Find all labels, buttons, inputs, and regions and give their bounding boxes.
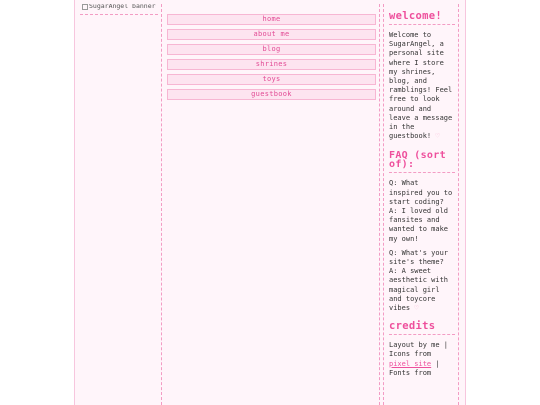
heart-icon: ♡ [414,304,419,313]
credits-text-1: Layout by me | Icons from [389,341,449,359]
credits-heading: credits [389,320,436,333]
faq-question-2 [389,249,455,313]
nav-item-blog[interactable]: blog [167,44,376,55]
navigation-column [161,4,380,405]
faq-q2-text: Q: What's your site's theme? [389,248,449,267]
banner-alt-text: SugarAngel banner [89,4,156,10]
faq-a1-text: A: I loved old fansites and wanted to make my own! [389,207,449,243]
credits-text-2: | Fonts from [389,359,440,377]
faq-q1-text: Q: What inspired you to start coding? [389,179,453,206]
divider [389,172,455,173]
faq-heading: FAQ (sort of): [389,150,446,170]
divider [389,24,455,25]
nav-list [167,14,376,104]
banner-column [80,4,158,405]
welcome-text [389,31,455,141]
nav-item-toys[interactable]: toys [167,74,376,85]
pixel-site-link[interactable]: pixel site [389,359,432,368]
faq-question-1 [389,179,455,243]
site-banner [80,4,158,15]
welcome-text-body: Welcome to SugarAngel, a personal site where I store my shrines, blog, and ramblings! Feel free to look around and leave a message in the guestbook! [389,31,453,141]
credits-text [389,341,455,378]
heart-icon: ♡ [435,132,440,141]
faq-a2-text: A: A sweet aesthetic with magical girl and toycore vibes [389,267,449,313]
nav-item-home[interactable]: home [167,14,376,25]
nav-item-about-me[interactable]: about me [167,29,376,40]
sidebar [383,4,459,405]
broken-image-icon [82,4,88,10]
welcome-heading: welcome! [389,10,442,22]
nav-item-shrines[interactable]: shrines [167,59,376,70]
divider [389,334,455,335]
page-container [74,0,466,405]
nav-item-guestbook[interactable]: guestbook [167,89,376,100]
